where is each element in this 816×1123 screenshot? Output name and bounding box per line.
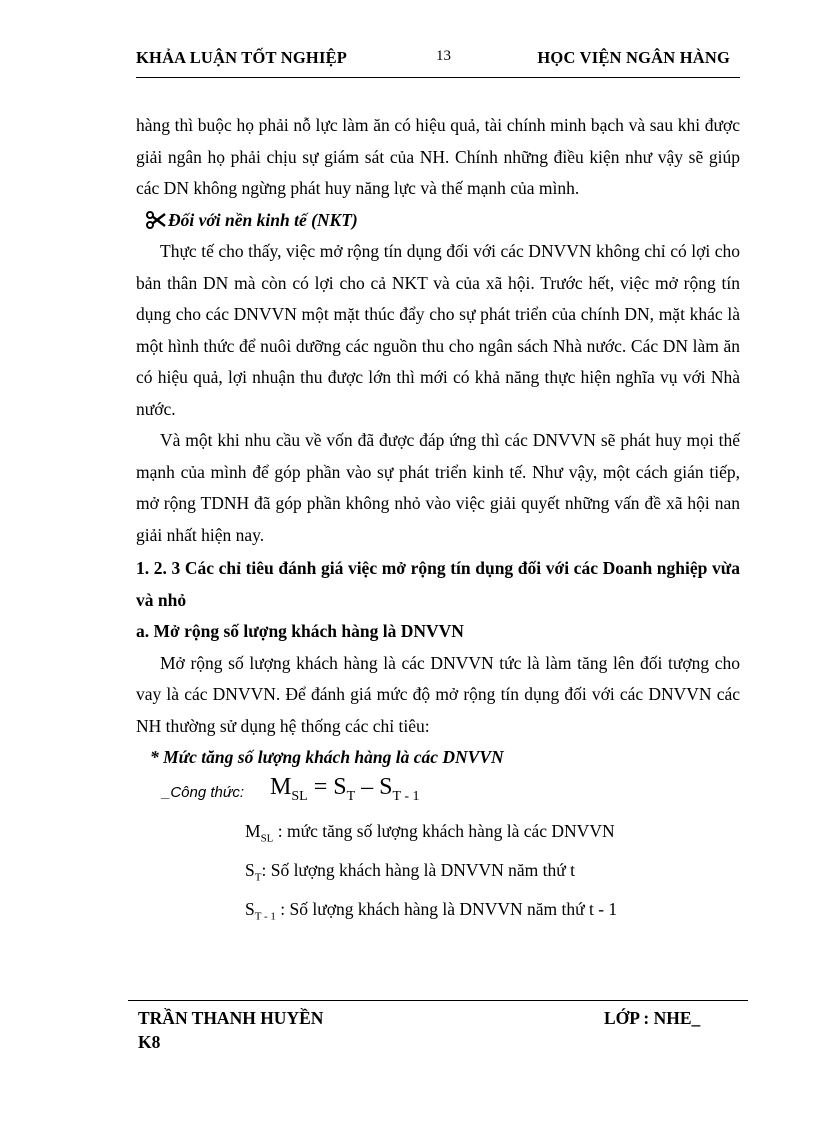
subheading-economy [136, 205, 740, 237]
subsection-heading: a. Mở rộng số lượng khách hàng là DNVVN [136, 621, 464, 641]
formula-term1-sub: T [346, 788, 356, 804]
subheading-economy-text: Đối với nền kinh tế (NKT) [168, 209, 358, 230]
definition-symbol: S [245, 898, 255, 919]
footer-class: LỚP : NHE_ [604, 1008, 701, 1028]
formula-lhs: M [270, 773, 292, 800]
definition-symbol: M [245, 820, 261, 841]
definition-row [245, 855, 740, 894]
paragraph-2: Thực tế cho thấy, việc mở rộng tín dụng đối với các DNVVN không chỉ có lợi cho bản thân DN mà còn có lợi cho cả NKT và của xã hội. Trước hết, việc mở rộng tín dụng cho các DNVVN một mặt thúc đẩy cho sự phát triển của chính DN, mặt khác là một hình thức để nuôi dưỡng các nguồn thu cho ngân sách Nhà nước. Các DN làm ăn có hiệu quả, lợi nhuận thu được lớn thì mới có khả năng thực hiện nghĩa vụ với Nhà nước. [136, 241, 740, 419]
formula-term2-sub: T - 1 [392, 788, 420, 804]
formula-minus: – [355, 773, 380, 800]
formula-label: _Công thức: [162, 783, 245, 801]
formula-definitions [245, 816, 740, 933]
page-content [136, 110, 740, 933]
formula-term2: S [379, 773, 393, 800]
formula [136, 774, 740, 814]
formula-term1: S [333, 773, 347, 800]
definition-subscript: SL [260, 832, 274, 844]
definition-subscript: T [254, 871, 262, 883]
footer-author-cohort: K8 [138, 1032, 161, 1052]
section-heading: 1. 2. 3 Các chỉ tiêu đánh giá việc mở rộng tín dụng đối với các Doanh nghiệp vừa và nhỏ [136, 558, 740, 610]
footer-author-name: TRẦN THANH HUYỀN [138, 1008, 324, 1028]
formula-lhs-sub: SL [291, 788, 308, 804]
header-institution: HỌC VIỆN NGÂN HÀNG [537, 48, 730, 67]
page-number: 13 [436, 48, 451, 64]
definition-text: : Số lượng khách hàng là DNVVN năm thứ t [261, 859, 575, 880]
footer-author [138, 1006, 323, 1054]
definition-subscript: T - 1 [254, 910, 276, 922]
definition-row [245, 894, 740, 933]
scissors-bullet-icon [146, 208, 166, 226]
definition-symbol: S [245, 859, 255, 880]
paragraph-4: Mở rộng số lượng khách hàng là các DNVVN tức là làm tăng lên đối tượng cho vay là các DNVVN. Để đánh giá mức độ mở rộng tín dụng đối với các DNVVN các NH thường sử dụng hệ thống các chỉ tiêu: [136, 652, 740, 736]
header-divider [136, 77, 740, 78]
formula-expression [270, 774, 419, 805]
paragraph-1: hàng thì buộc họ phải nỗ lực làm ăn có hiệu quả, tài chính minh bạch và sau khi được giải ngân họ phải chịu sự giám sát của NH. Chính những điều kiện như vậy sẽ giúp các DN không ngừng phát huy năng lực và thế mạnh của mình. [136, 115, 740, 198]
page-header [136, 48, 740, 72]
definition-text: : Số lượng khách hàng là DNVVN năm thứ t - 1 [275, 898, 618, 919]
formula-equals: = [307, 773, 334, 800]
definition-row [245, 816, 740, 855]
header-thesis-title: KHẢA LUẬN TỐT NGHIỆP [136, 48, 348, 67]
definition-text: : mức tăng số lượng khách hàng là các DNVVN [273, 820, 615, 841]
footer-divider [128, 1000, 748, 1001]
star-heading: * Mức tăng số lượng khách hàng là các DNVVN [150, 747, 504, 767]
paragraph-3: Và một khi nhu cầu về vốn đã được đáp ứng thì các DNVVN sẽ phát huy mọi thế mạnh của mình để góp phần vào sự phát triển kinh tế. Như vậy, một cách gián tiếp, mở rộng TDNH đã góp phần không nhỏ vào việc giải quyết những vấn đề xã hội nan giải nhất hiện nay. [136, 430, 740, 545]
